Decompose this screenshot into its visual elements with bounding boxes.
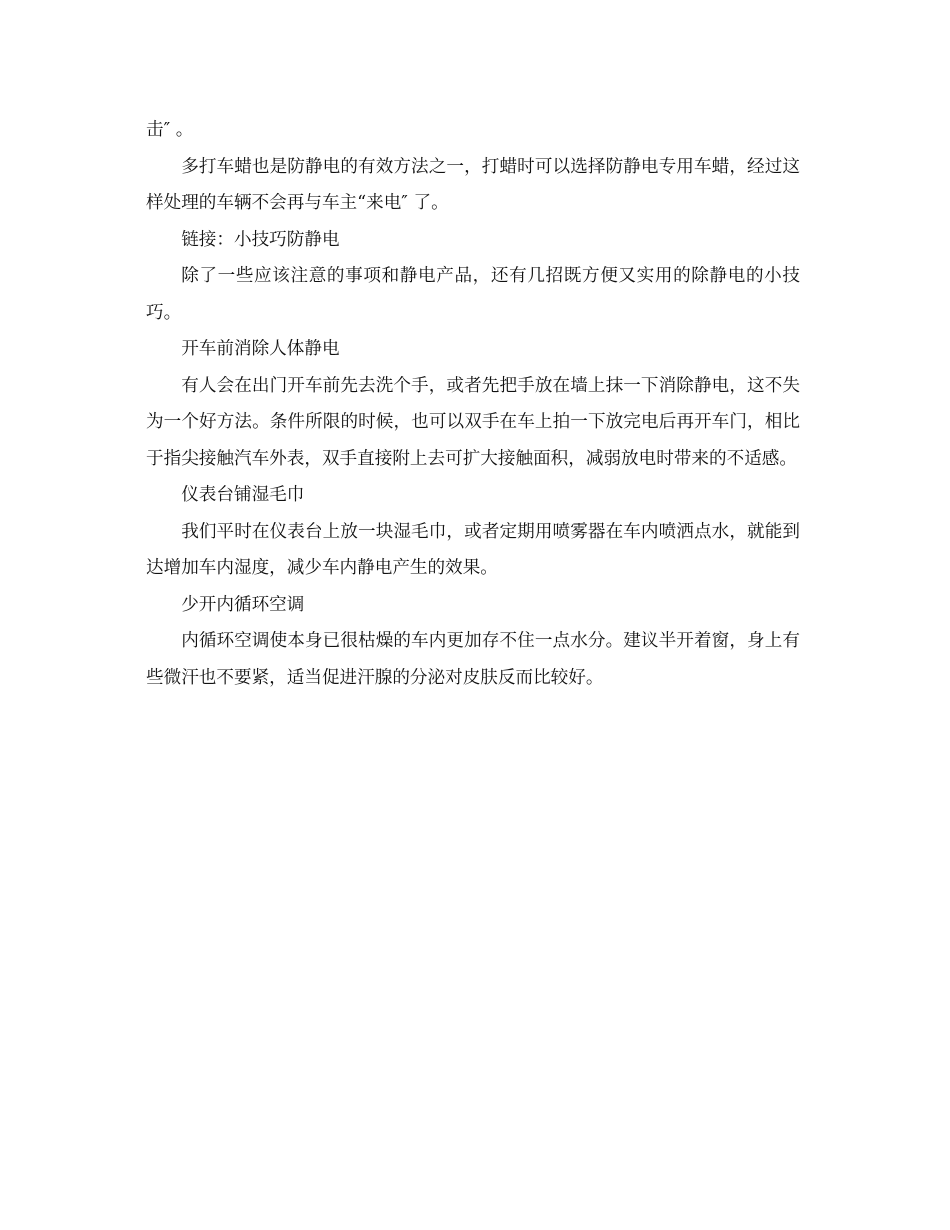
paragraph-discharge-before-driving: 有人会在出门开车前先去洗个手，或者先把手放在墙上抹一下消除静电，这不失为一个好方法。条件所限的时候，也可以双手在车上拍一下放完电后再开车门，相比于指尖接触汽车外表，双手直接附上去可扩大接触面积，减弱放电时带来的不适感。 xyxy=(146,375,800,469)
document-page xyxy=(146,112,800,696)
paragraph-less-recirculation: 内循环空调使本身已很枯燥的车内更加存不住一点水分。建议半开着窗，身上有些微汗也不要紧，适当促进汗腺的分泌对皮肤反而比较好。 xyxy=(146,631,800,688)
paragraph-continuation: 击″ 。 xyxy=(146,120,194,140)
paragraph-tips-intro: 除了一些应该注意的事项和静电产品，还有几招既方便又实用的除静电的小技巧。 xyxy=(146,266,800,323)
subheading-wet-towel: 仪表台铺湿毛巾 xyxy=(181,485,305,505)
subheading-less-recirculation: 少开内循环空调 xyxy=(181,594,305,615)
section-heading-tips: 链接：小技巧防静电 xyxy=(181,229,340,250)
paragraph-wet-towel: 我们平时在仪表台上放一块湿毛巾，或者定期用喷雾器在车内喷洒点水，就能到达增加车内湿度，减少车内静电产生的效果。 xyxy=(146,521,800,578)
subheading-discharge-before-driving: 开车前消除人体静电 xyxy=(181,339,340,359)
paragraph-car-wax: 多打车蜡也是防静电的有效方法之一，打蜡时可以选择防静电专用车蜡，经过这样处理的车辆不会再与车主“来电″ 了。 xyxy=(146,156,800,213)
